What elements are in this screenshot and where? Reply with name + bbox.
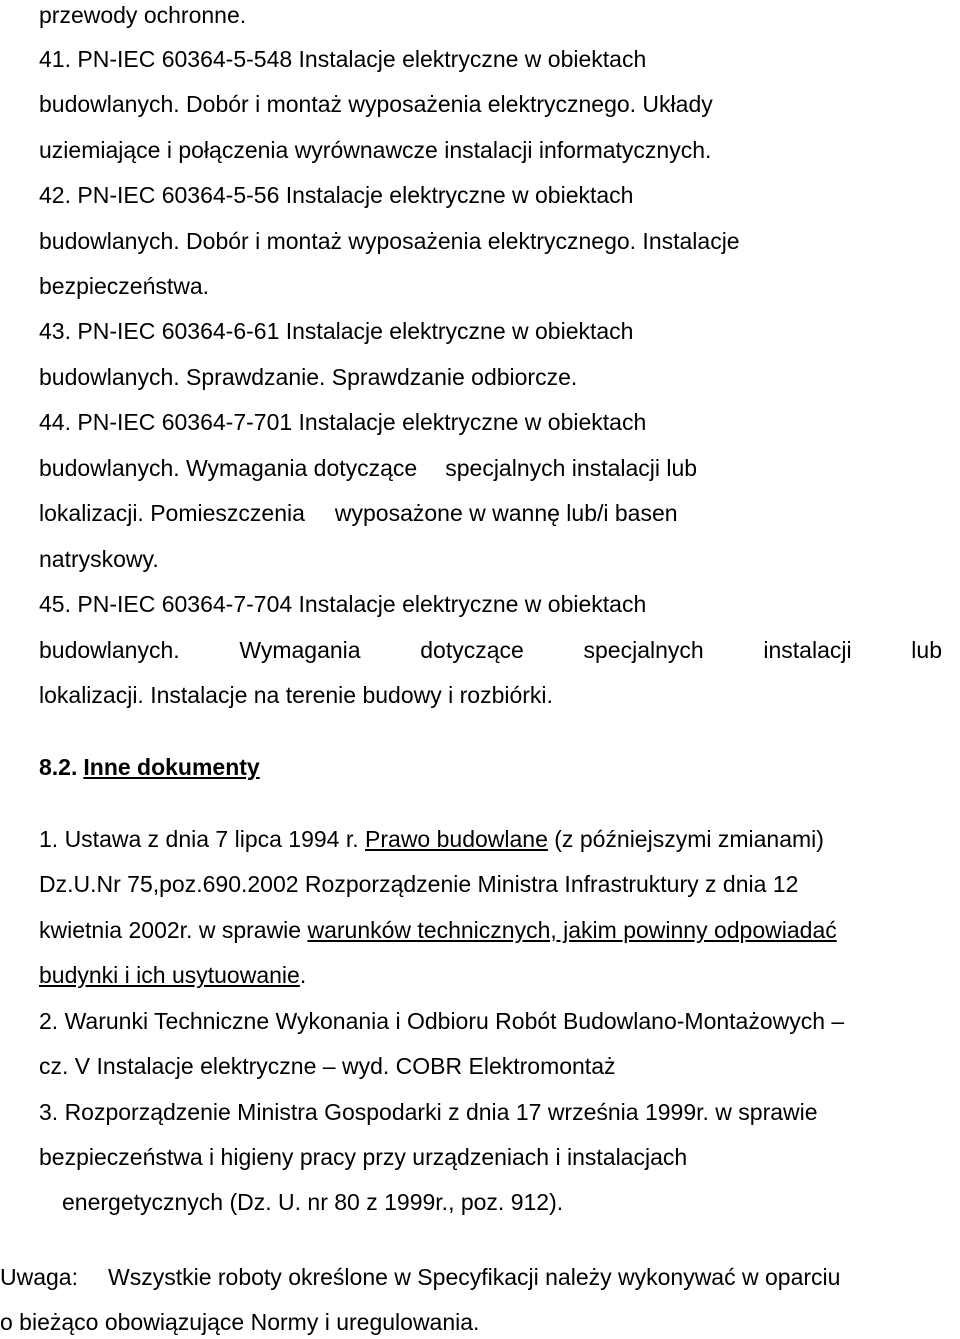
doc-line: 2. Warunki Techniczne Wykonania i Odbioru Robót Budowlano-Montażowych –	[39, 1008, 845, 1034]
doc-line: Dz.U.Nr 75,poz.690.2002 Rozporządzenie Ministra Infrastruktury z dnia 12	[39, 871, 799, 897]
word: dotyczące	[420, 637, 524, 663]
text-line	[39, 453, 948, 483]
word: specjalnych	[583, 637, 704, 663]
text-segment: lokalizacji. Pomieszczenia	[39, 500, 305, 526]
section-title: Inne dokumenty	[83, 754, 260, 780]
text-segment: kwietnia 2002r. w sprawie	[39, 917, 308, 943]
text-line	[39, 498, 948, 528]
text-segment: 1. Ustawa z dnia 7 lipca 1994 r.	[39, 826, 366, 852]
text-line: uziemiające i połączenia wyrównawcze instalacji informatycznych.	[39, 137, 712, 163]
text-segment: (z późniejszymi zmianami)	[547, 826, 824, 852]
justified-line	[39, 635, 942, 665]
underlined-title: warunków technicznych, jakim powinny odpowiadać	[307, 917, 837, 943]
word: instalacji	[763, 637, 852, 663]
note-line: o bieżąco obowiązujące Normy i uregulowania.	[0, 1309, 480, 1335]
word: budowlanych.	[39, 637, 180, 663]
section-heading	[39, 752, 948, 782]
text-line: lokalizacji. Instalacje na terenie budowy i rozbiórki.	[39, 682, 553, 708]
section-number: 8.2.	[39, 754, 78, 780]
standard-41-title: 41. PN-IEC 60364-5-548 Instalacje elektryczne w obiektach	[39, 46, 647, 72]
text-line: bezpieczeństwa.	[39, 273, 210, 299]
word: Wymagania	[239, 637, 361, 663]
text-segment: wyposażone w wannę lub/i basen	[334, 500, 678, 526]
text-line: budowlanych. Dobór i montaż wyposażenia elektrycznego. Układy	[39, 91, 713, 117]
underlined-title: budynki i ich usytuowanie	[39, 962, 300, 988]
text-segment: specjalnych instalacji lub	[445, 455, 698, 481]
underlined-title: Prawo budowlane	[365, 826, 548, 852]
word: lub	[911, 637, 942, 663]
doc-line	[39, 915, 948, 945]
doc-line	[39, 960, 948, 990]
text-line: budowlanych. Dobór i montaż wyposażenia elektrycznego. Instalacje	[39, 228, 740, 254]
text-segment: .	[299, 962, 307, 988]
note-label: Uwaga:	[0, 1264, 78, 1290]
doc-line: energetycznych (Dz. U. nr 80 z 1999r., poz. 912).	[62, 1189, 564, 1215]
note-line	[0, 1262, 948, 1292]
doc-line: bezpieczeństwa i higieny pracy przy urządzeniach i instalacjach	[39, 1144, 688, 1170]
standard-43-title: 43. PN-IEC 60364-6-61 Instalacje elektryczne w obiektach	[39, 318, 634, 344]
doc-line: 3. Rozporządzenie Ministra Gospodarki z dnia 17 września 1999r. w sprawie	[39, 1099, 818, 1125]
doc-line: cz. V Instalacje elektryczne – wyd. COBR Elektromontaż	[39, 1053, 616, 1079]
text-line: natryskowy.	[39, 546, 159, 572]
note-text: Wszystkie roboty określone w Specyfikacji należy wykonywać w oparciu	[107, 1264, 841, 1290]
standard-45-title: 45. PN-IEC 60364-7-704 Instalacje elektryczne w obiektach	[39, 591, 647, 617]
standard-42-title: 42. PN-IEC 60364-5-56 Instalacje elektryczne w obiektach	[39, 182, 634, 208]
standard-44-title: 44. PN-IEC 60364-7-701 Instalacje elektryczne w obiektach	[39, 409, 647, 435]
text-line: budowlanych. Sprawdzanie. Sprawdzanie odbiorcze.	[39, 364, 578, 390]
text-line: przewody ochronne.	[39, 2, 247, 28]
doc-line	[39, 824, 948, 854]
text-segment: budowlanych. Wymagania dotyczące	[39, 455, 418, 481]
